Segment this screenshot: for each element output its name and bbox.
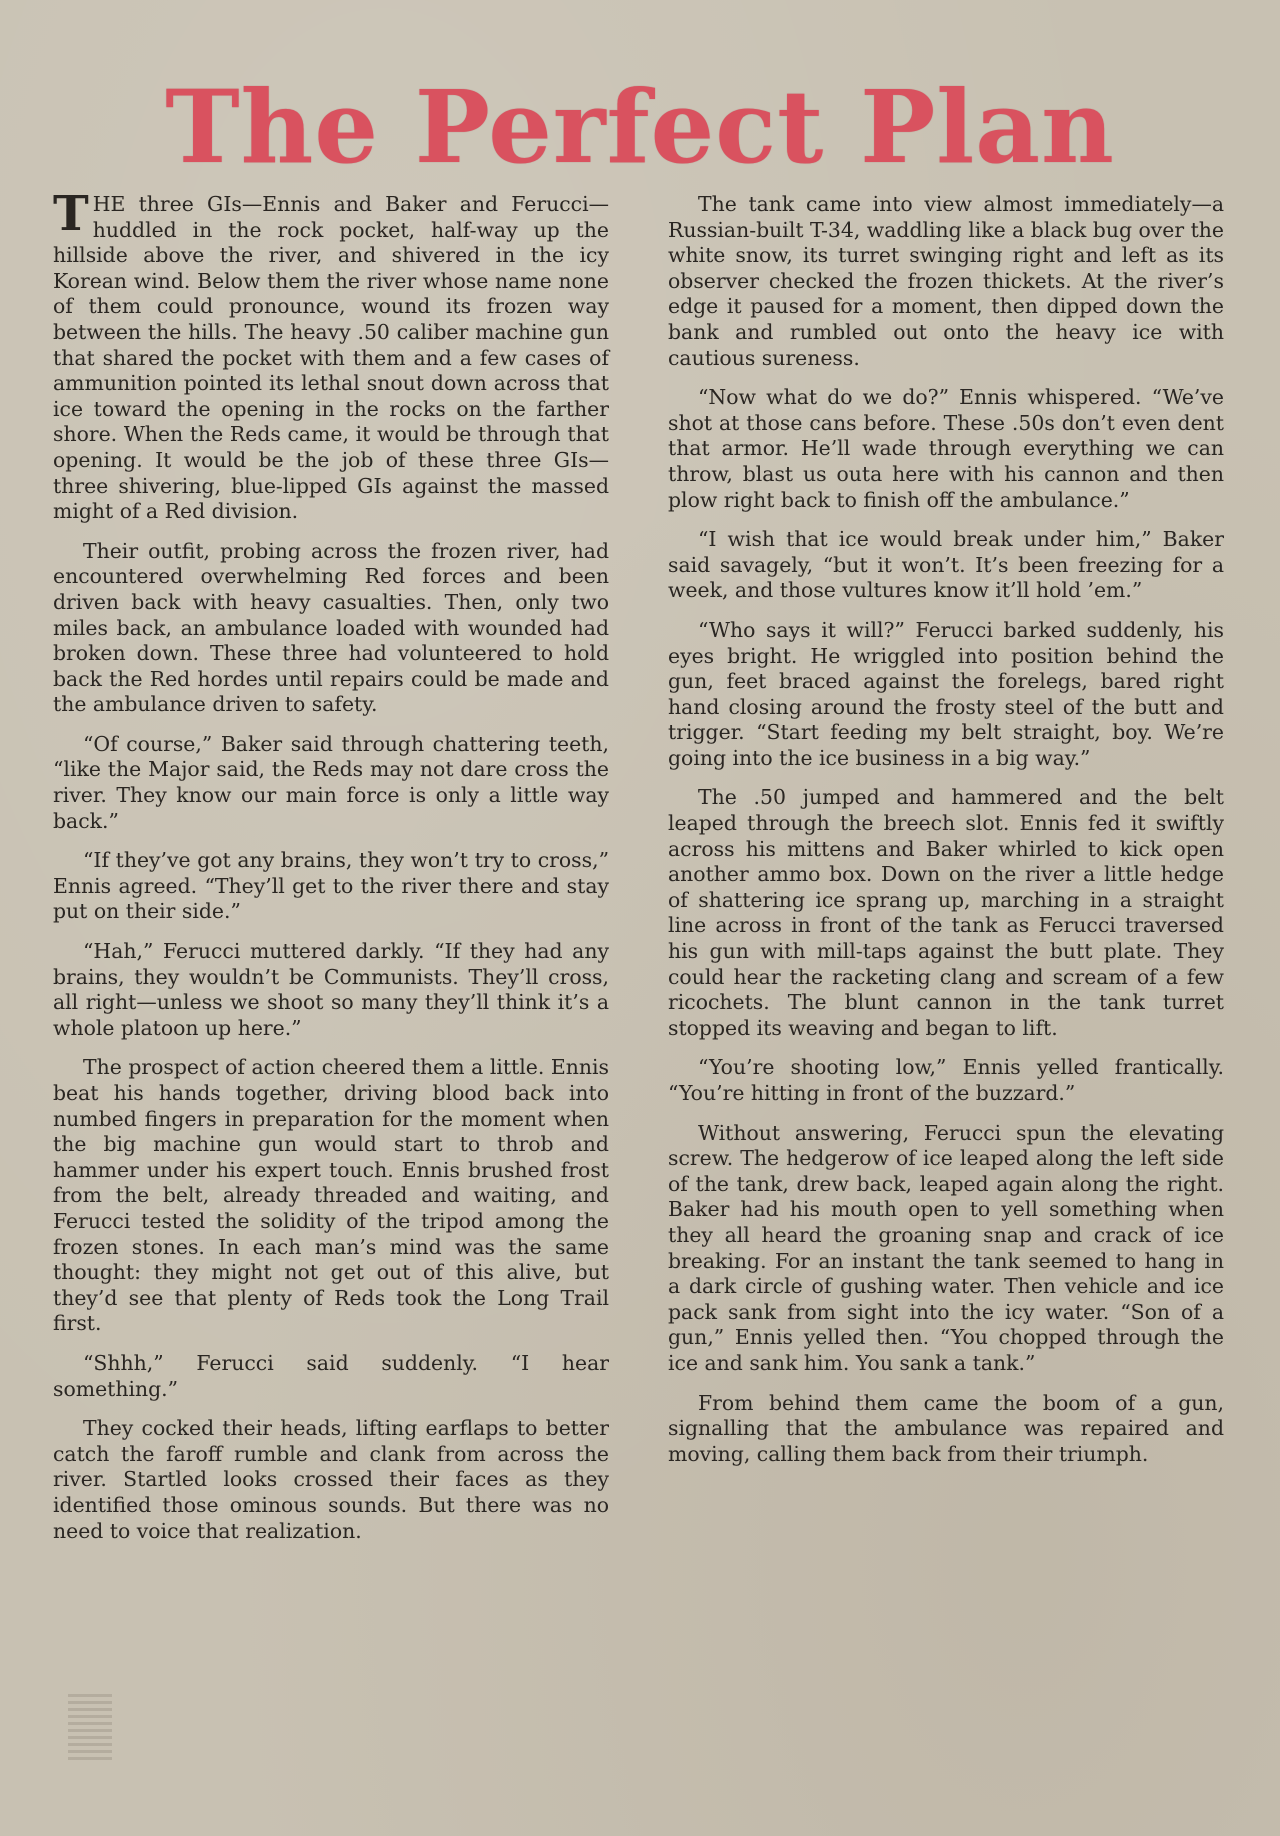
story-title: The Perfect Plan — [165, 68, 1115, 186]
paragraph: Their outfit, probing across the frozen river, had encountered overwhelming Red forces and been driven back with heavy casualties. Then, only two miles back, an ambulance loaded with wounded had broken down. These three had volunteered to hold back the Red hordes until repairs could be made and the ambulance driven to safety. — [53, 538, 609, 717]
drop-cap: T — [53, 186, 89, 242]
paragraph: The .50 jumped and hammered and the belt leaped through the breech slot. Ennis fed it swiftly across his mittens and Baker whirled to kick open another ammo box. Down on the river a little hedge of shattering ice sprang up, marching in a straight line across in front of the tank as Ferucci traversed his gun with mill-taps against the butt plate. They could hear the racketing clang and scream of a few ricochets. The blunt cannon in the tank turret stopped its weaving and began to lift. — [668, 785, 1224, 1040]
right-column — [668, 192, 1224, 1481]
paragraph: The prospect of action cheered them a little. Ennis beat his hands together, driving blood back into numbed fingers in preparation for the moment when the big machine gun would start to throb and hammer under his expert touch. Ennis brushed frost from the belt, already threaded and waiting, and Ferucci tested the solidity of the tripod among the frozen stones. In each man’s mind was the same thought: they might not get out of this alive, but they’d see that plenty of Reds took the Long Trail first. — [53, 1055, 609, 1336]
paragraph: “You’re shooting low,” Ennis yelled frantically. “You’re hitting in front of the buzzard.” — [668, 1055, 1224, 1105]
paragraph: They cocked their heads, lifting earflaps to better catch the faroff rumble and clank from across the river. Startled looks crossed their faces as they identified those ominous sounds. But there was no need to voice that realization. — [53, 1416, 609, 1543]
paragraph: “Who says it will?” Ferucci barked suddenly, his eyes bright. He wriggled into position behind the gun, feet braced against the forelegs, bared right hand closing around the frosty steel of the butt and trigger. “Start feeding my belt straight, boy. We’re going into the ice business in a big way.” — [668, 617, 1224, 770]
paragraph: From behind them came the boom of a gun, signalling that the ambulance was repaired and moving, calling them back from their triumph. — [668, 1390, 1224, 1466]
paragraph: “Shhh,” Ferucci said suddenly. “I hear something.” — [53, 1350, 609, 1401]
paragraph: “Of course,” Baker said through chattering teeth, “like the Major said, the Reds may not dare cross the river. They know our main force is only a little way back.” — [53, 731, 609, 833]
paper-stain — [68, 1690, 112, 1760]
paragraph: “Hah,” Ferucci muttered darkly. “If they had any brains, they wouldn’t be Communists. They’ll cross, all right—unless we shoot so many they’ll think it’s a whole platoon up here.” — [53, 939, 609, 1040]
paragraph: “If they’ve got any brains, they won’t try to cross,” Ennis agreed. “They’ll get to the river there and stay put on their side.” — [53, 848, 609, 924]
paragraph: The tank came into view almost immediately—a Russian-built T-34, waddling like a black bug over the white snow, its turret swinging right and left as its observer checked the frozen thickets. At the river’s edge it paused for a moment, then dipped down the bank and rumbled out onto the heavy ice with cautious sureness. — [668, 192, 1224, 370]
paragraph: Without answering, Ferucci spun the elevating screw. The hedgerow of ice leaped along the left side of the tank, drew back, leaped again along the right. Baker had his mouth open to yell something when they all heard the groaning snap and crack of ice breaking. For an instant the tank seemed to hang in a dark circle of gushing water. Then vehicle and ice pack sank from sight into the icy water. “Son of a gun,” Ennis yelled then. “You chopped through the ice and sank him. You sank a tank.” — [668, 1120, 1224, 1375]
left-column — [53, 186, 609, 1558]
paragraph: “I wish that ice would break under him,” Baker said savagely, “but it won’t. It’s been freezing for a week, and those vultures know it’ll hold ’em.” — [668, 527, 1224, 603]
paragraph: THE three GIs—Ennis and Baker and Ferucci—huddled in the rock pocket, half-way up the hillside above the river, and shivered in the icy Korean wind. Below them the river whose name none of them could pronounce, wound its frozen way between the hills. The heavy .50 caliber machine gun that shared the pocket with them and a few cases of ammunition pointed its lethal snout down across that ice toward the opening in the rocks on the farther shore. When the Reds came, it would be through that opening. It would be the job of these three GIs—three shivering, blue-lipped GIs against the massed might of a Red division. — [53, 186, 609, 524]
paragraph: “Now what do we do?” Ennis whispered. “We’ve shot at those cans before. These .50s don’t even dent that armor. He’ll wade through everything we can throw, blast us outa here with his cannon and then plow right back to finish off the ambulance.” — [668, 385, 1224, 512]
